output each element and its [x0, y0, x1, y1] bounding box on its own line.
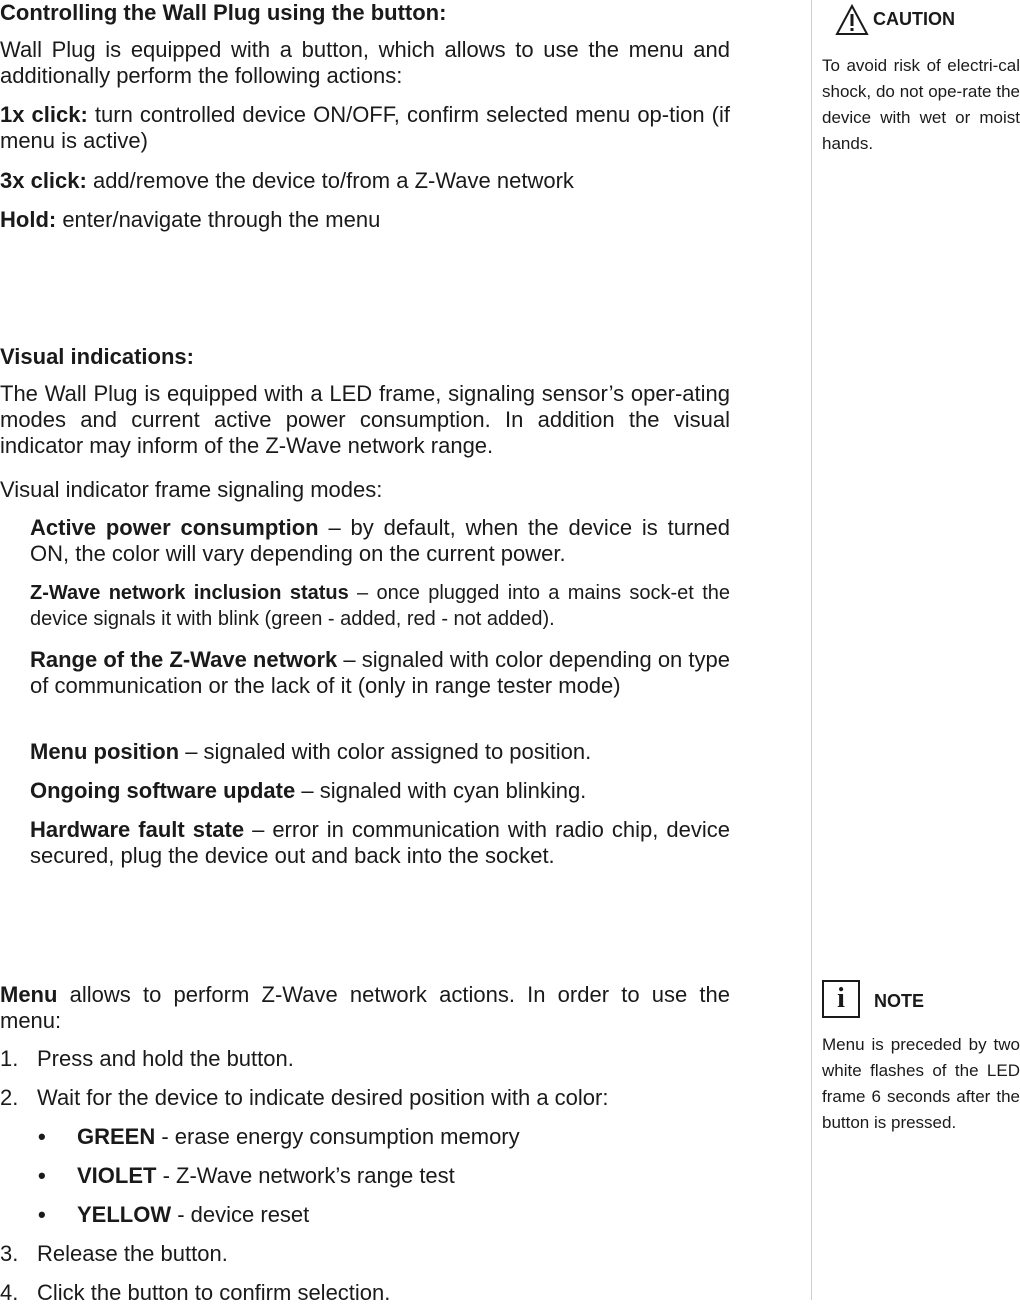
- action-text: add/remove the device to/from a Z-Wave network: [86, 168, 574, 193]
- mode-text: – signaled with color depending on type of communication or the lack of it (only in range tester mode): [30, 647, 730, 698]
- action-item: [0, 168, 730, 194]
- color-text: - Z-Wave network’s range test: [156, 1163, 455, 1188]
- step-number: 2.: [0, 1085, 19, 1110]
- mode-label: Z-Wave network inclusion status: [30, 582, 349, 604]
- menu-intro-text: allows to perform Z-Wave network actions. In order to use the menu:: [0, 982, 730, 1033]
- note-title: NOTE: [874, 991, 925, 1011]
- mode-item: [30, 778, 730, 804]
- button-section-intro: Wall Plug is equipped with a button, which allows to use the menu and additionally perform the following actions:: [0, 37, 730, 88]
- action-label: 1x click:: [0, 102, 88, 127]
- action-label: Hold:: [0, 207, 57, 232]
- color-label: YELLOW: [77, 1202, 172, 1227]
- action-item: [0, 102, 730, 154]
- visual-section-heading: Visual indications:: [0, 344, 194, 369]
- color-label: VIOLET: [77, 1163, 157, 1188]
- mode-text: – signaled with color assigned to position.: [179, 739, 592, 764]
- button-section-heading: Controlling the Wall Plug using the button:: [0, 0, 447, 25]
- color-text: - device reset: [171, 1202, 310, 1227]
- bullet-icon: •: [38, 1124, 46, 1149]
- menu-intro: [0, 982, 730, 1034]
- mode-label: Active power consumption: [30, 515, 319, 540]
- note-text: Menu is preceded by two white ﬂashes of the LED frame 6 seconds after the button is pressed.: [822, 1035, 1020, 1132]
- step-text: Release the button.: [37, 1241, 228, 1266]
- info-icon: i: [822, 980, 860, 1018]
- step-text: Click the button to conﬁrm selection.: [37, 1280, 391, 1305]
- action-text: turn controlled device ON/OFF, conﬁrm selected menu op-tion (if menu is active): [0, 102, 731, 153]
- action-item: [0, 207, 730, 233]
- step-number: 1.: [0, 1046, 19, 1071]
- mode-label: Range of the Z-Wave network: [30, 647, 338, 672]
- mode-text: – by default, when the device is turned ON, the color will vary depending on the current power.: [30, 515, 730, 566]
- mode-label: Ongoing software update: [30, 778, 296, 803]
- mode-item: [30, 515, 730, 567]
- color-label: GREEN: [77, 1124, 156, 1149]
- action-text: enter/navigate through the menu: [56, 207, 381, 232]
- mode-item: [30, 817, 730, 869]
- mode-label: Hardware fault state: [30, 817, 245, 842]
- visual-section-intro: The Wall Plug is equipped with a LED frame, signaling sensor’s oper-ating modes and current active power consumption. In addition the visual indicator may inform of the Z-Wave network range.: [0, 381, 730, 458]
- step-text: Wait for the device to indicate desired position with a color:: [37, 1085, 609, 1110]
- mode-text: – error in communication with radio chip, device secured, plug the device out and back into the socket.: [30, 817, 730, 868]
- mode-item: [30, 739, 730, 765]
- step-number: 4.: [0, 1280, 19, 1305]
- bullet-icon: •: [38, 1163, 46, 1188]
- color-text: - erase energy consumption memory: [155, 1124, 520, 1149]
- mode-item: [30, 580, 730, 632]
- bullet-icon: •: [38, 1202, 46, 1227]
- caution-text: To avoid risk of electri-cal shock, do not ope-rate the device with wet or moist hands.: [822, 56, 1020, 153]
- caution-title: CAUTION: [873, 9, 955, 29]
- mode-item: [30, 647, 730, 699]
- action-label: 3x click:: [0, 168, 87, 193]
- warning-triangle-icon: [835, 4, 869, 36]
- modes-intro: Visual indicator frame signaling modes:: [0, 477, 383, 502]
- mode-text: – once plugged into a mains sock-et the device signals it with blink (green - added, red - not added).: [30, 582, 730, 630]
- step-text: Press and hold the button.: [37, 1046, 294, 1071]
- step-number: 3.: [0, 1241, 19, 1266]
- mode-text: – signaled with cyan blinking.: [295, 778, 587, 803]
- column-divider: [811, 0, 812, 1300]
- menu-intro-label: Menu: [0, 982, 58, 1007]
- mode-label: Menu position: [30, 739, 180, 764]
